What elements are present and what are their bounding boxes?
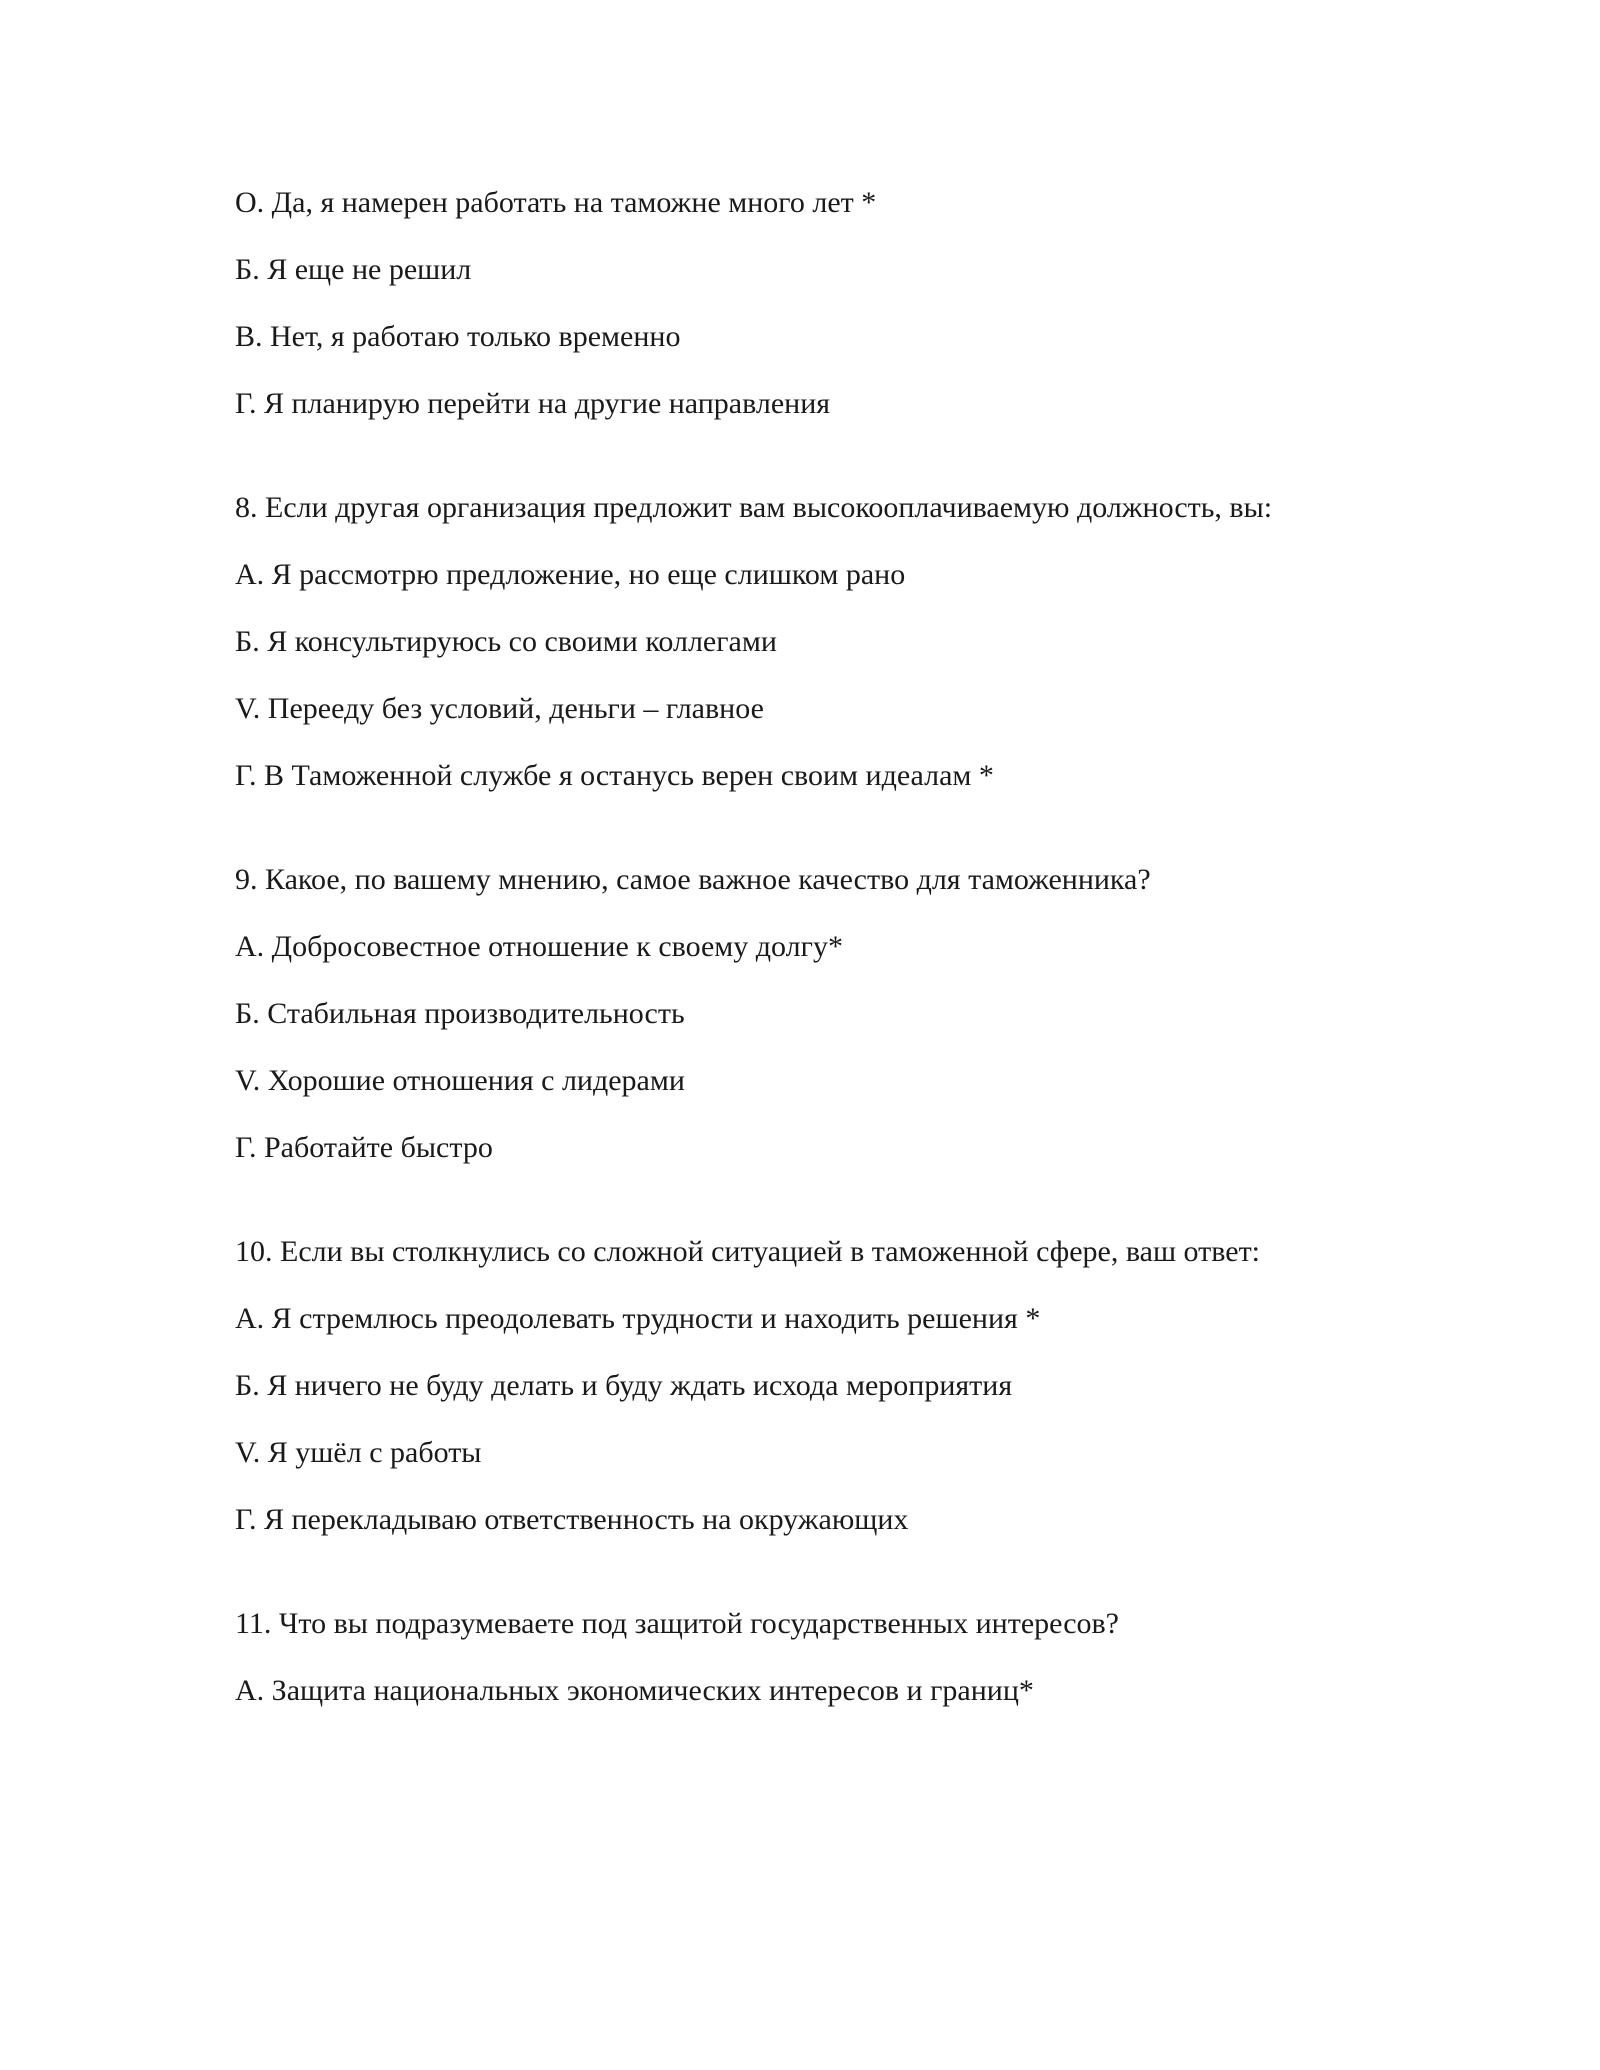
- answer-option: Б. Я еще не решил: [235, 253, 472, 286]
- answer-option: Б. Я консультируюсь со своими коллегами: [235, 625, 777, 658]
- answer-option: Б. Стабильная производительность: [235, 997, 685, 1030]
- question-text: 10. Если вы столкнулись со сложной ситуацией в таможенной сфере, ваш ответ:: [235, 1235, 1261, 1268]
- questionnaire-content: [235, 185, 1415, 1740]
- answer-option: А. Добросовестное отношение к своему долгу*: [235, 930, 843, 963]
- answer-option: В. Нет, я работаю только временно: [235, 320, 681, 353]
- question-block-11: [235, 1606, 1415, 1709]
- question-block-8: [235, 490, 1415, 794]
- question-text: 9. Какое, по вашему мнению, самое важное качество для таможенника?: [235, 863, 1151, 896]
- question-block-7-continued: [235, 185, 1415, 422]
- question-block-10: [235, 1234, 1415, 1538]
- answer-option: V. Я ушёл с работы: [235, 1436, 482, 1469]
- answer-option: Г. Работайте быстро: [235, 1131, 493, 1164]
- answer-option: А. Защита национальных экономических интересов и границ*: [235, 1674, 1034, 1707]
- answer-option: А. Я рассмотрю предложение, но еще слишком рано: [235, 558, 906, 591]
- answer-option: Г. Я планирую перейти на другие направления: [235, 387, 831, 420]
- question-text: 11. Что вы подразумеваете под защитой государственных интересов?: [235, 1607, 1119, 1640]
- answer-option: V. Перееду без условий, деньги – главное: [235, 692, 764, 725]
- question-block-9: [235, 862, 1415, 1166]
- answer-option: Г. Я перекладываю ответственность на окружающих: [235, 1503, 909, 1536]
- answer-option: Б. Я ничего не буду делать и буду ждать исхода мероприятия: [235, 1369, 1013, 1402]
- answer-option: А. Я стремлюсь преодолевать трудности и находить решения *: [235, 1302, 1041, 1335]
- answer-option: О. Да, я намерен работать на таможне много лет *: [235, 186, 877, 219]
- answer-option: Г. В Таможенной службе я останусь верен своим идеалам *: [235, 759, 994, 792]
- answer-option: V. Хорошие отношения с лидерами: [235, 1064, 685, 1097]
- question-text: 8. Если другая организация предложит вам высокооплачиваемую должность, вы:: [235, 491, 1273, 524]
